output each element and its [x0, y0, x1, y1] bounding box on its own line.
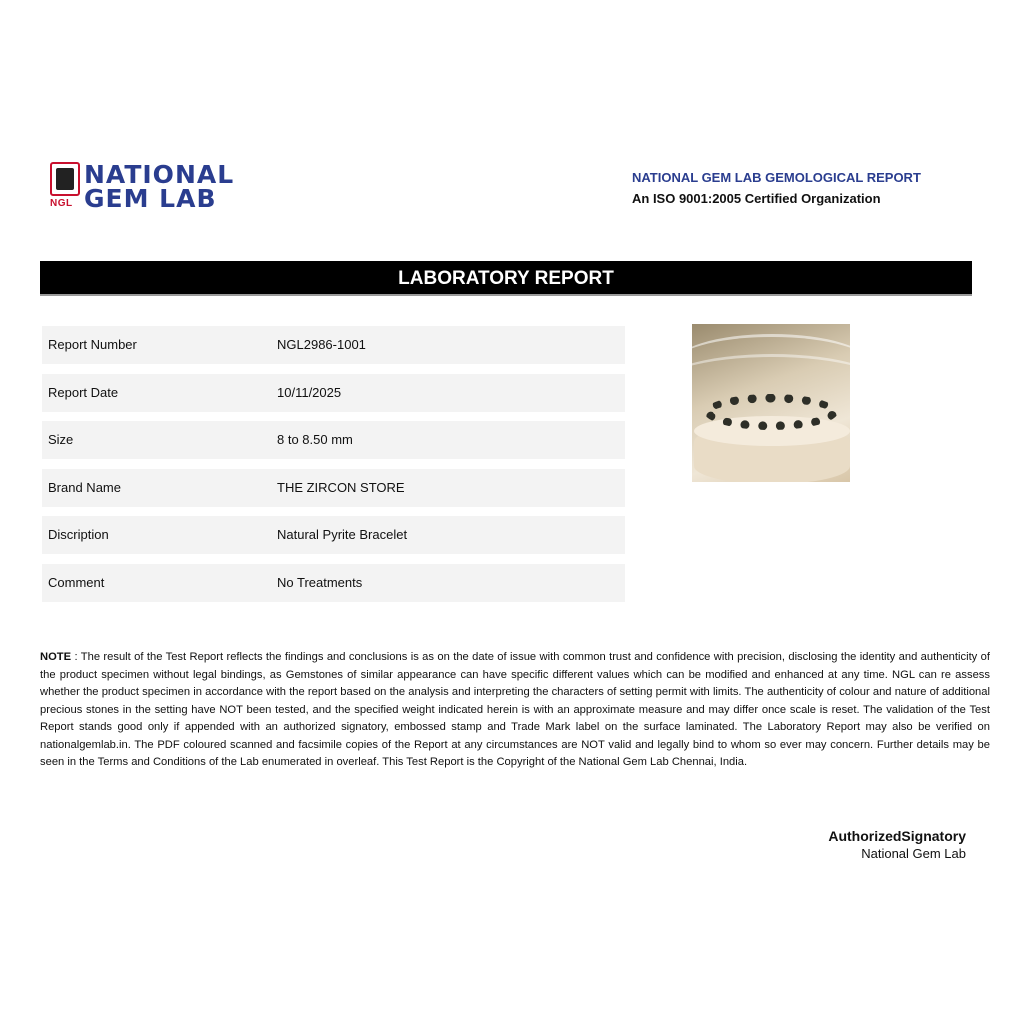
row-label: Report Date — [48, 384, 119, 400]
table-row — [42, 326, 625, 364]
row-label: Size — [48, 432, 74, 447]
logo-line-2: GEM LAB — [84, 184, 217, 213]
table-row — [42, 469, 625, 507]
table-row — [42, 421, 625, 459]
iso-certification: An ISO 9001:2005 Certified Organization — [632, 191, 881, 206]
laboratory-report-banner: LABORATORY REPORT — [40, 261, 972, 296]
row-value: NGL2986-1001 — [277, 337, 366, 352]
signature-block — [828, 828, 966, 861]
logo-line-1: NATIONAL — [84, 160, 235, 189]
report-org-title: NATIONAL GEM LAB GEMOLOGICAL REPORT — [632, 170, 921, 185]
note-label: NOTE — [40, 651, 72, 663]
table-row — [42, 374, 625, 412]
bracelet-image — [704, 394, 838, 430]
table-row — [42, 564, 625, 602]
row-label: Report Number — [48, 337, 137, 352]
row-value: Natural Pyrite Bracelet — [277, 527, 408, 542]
header-info — [632, 170, 921, 206]
row-label: Comment — [48, 574, 105, 590]
row-label: Brand Name — [48, 479, 121, 495]
logo-abbr: NGL — [50, 198, 73, 209]
product-photo — [692, 324, 850, 482]
seal-icon — [50, 162, 80, 196]
row-value: 10/11/2025 — [277, 384, 342, 400]
row-value: No Treatments — [277, 574, 363, 590]
row-value: 8 to 8.50 mm — [277, 432, 353, 447]
authorized-signatory: AuthorizedSignatory — [828, 828, 966, 844]
national-gem-lab-logo — [50, 160, 270, 212]
report-details-table — [42, 326, 625, 611]
table-row — [42, 516, 625, 554]
row-value: THE ZIRCON STORE — [277, 479, 405, 495]
note-text: : The result of the Test Report reflects the findings and conclusions is as on the date of issue with common trust and confidence with precision, disclosing the identity and authenticity of the product specimen without legal bindings, as Gemstones of similar appearance can have specific different values which can be modified and enhanced at any time. NGL can re assess whether the product specimen in accordance with the report based on the analysis and interpreting the characters of setting permit with limits. The authenticity of colour and nature of additional precious stones in the setting have NOT been tested, and the specified weight indicated herein is with an approximate measure and may differ once scale is reset. The validation of the Test Report stands good only if appended with an authorized signatory, embossed stamp and Trade Mark label on the surface laminated. The Laboratory Report may also be verified on nationalgemlab.in. The PDF coloured scanned and facsimile copies of the Report at any circumstances are NOT valid and legally bind to whom so ever may concern. Further details may be seen in the Terms and Conditions of the Lab enumerated in overleaf. This Test Report is the Copyright of the National Gem Lab Chennai, India. — [40, 651, 990, 768]
row-label: Discription — [48, 527, 109, 542]
signatory-org: National Gem Lab — [861, 846, 966, 861]
disclaimer-note — [40, 649, 990, 772]
